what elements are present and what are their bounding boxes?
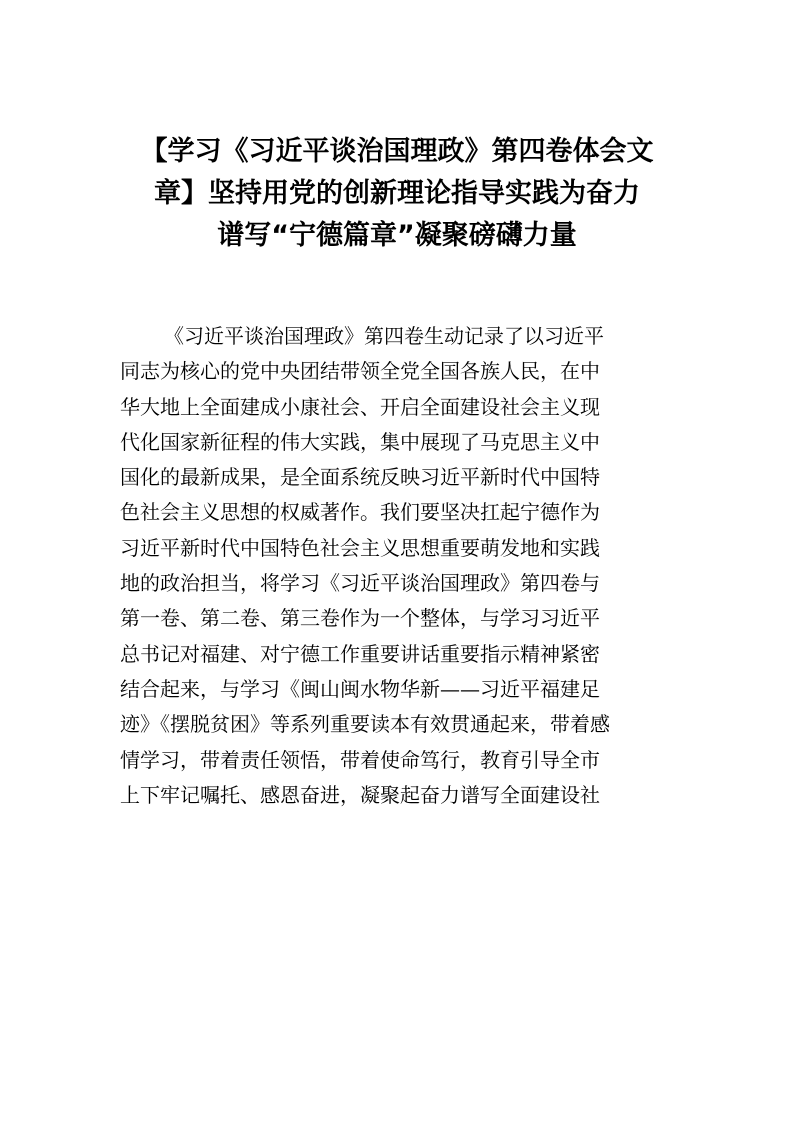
body-line-11: 结合起来，与学习《闽山闽水物华新——习近平福建足 [120, 676, 600, 701]
body-line-3: 华大地上全面建成小康社会、开启全面建设社会主义现 [120, 394, 600, 419]
body-line-1: 《习近平谈治国理政》第四卷生动记录了以习近平 [164, 324, 604, 348]
body-line-2: 同志为核心的党中央团结带领全党全国各族人民，在中 [120, 359, 600, 384]
document-title [100, 131, 694, 257]
title-line-2: 章】坚持用党的创新理论指导实践为奋力 [154, 178, 640, 209]
title-line-3: 谱写“宁德篇章”凝聚磅礴力量 [217, 220, 577, 251]
title-line-1: 【学习《习近平谈治国理政》第四卷体会文 [140, 136, 654, 167]
body-line-6: 色社会主义思想的权威著作。我们要坚决扛起宁德作为 [120, 500, 600, 525]
body-line-10: 总书记对福建、对宁德工作重要讲话重要指示精神紧密 [120, 641, 600, 666]
body-line-7: 习近平新时代中国特色社会主义思想重要萌发地和实践 [120, 535, 600, 560]
body-paragraph [120, 319, 676, 813]
body-line-14: 上下牢记嘱托、感恩奋进，凝聚起奋力谱写全面建设社 [120, 782, 600, 807]
body-line-13: 情学习，带着责任领悟，带着使命笃行，教育引导全市 [120, 747, 600, 772]
body-line-8: 地的政治担当，将学习《习近平谈治国理政》第四卷与 [120, 571, 600, 596]
body-line-12: 迹》《摆脱贫困》等系列重要读本有效贯通起来，带着感 [120, 712, 610, 737]
body-line-5: 国化的最新成果，是全面系统反映习近平新时代中国特 [120, 465, 600, 490]
body-line-4: 代化国家新征程的伟大实践，集中展现了马克思主义中 [120, 429, 600, 454]
body-line-9: 第一卷、第二卷、第三卷作为一个整体，与学习习近平 [120, 606, 600, 631]
